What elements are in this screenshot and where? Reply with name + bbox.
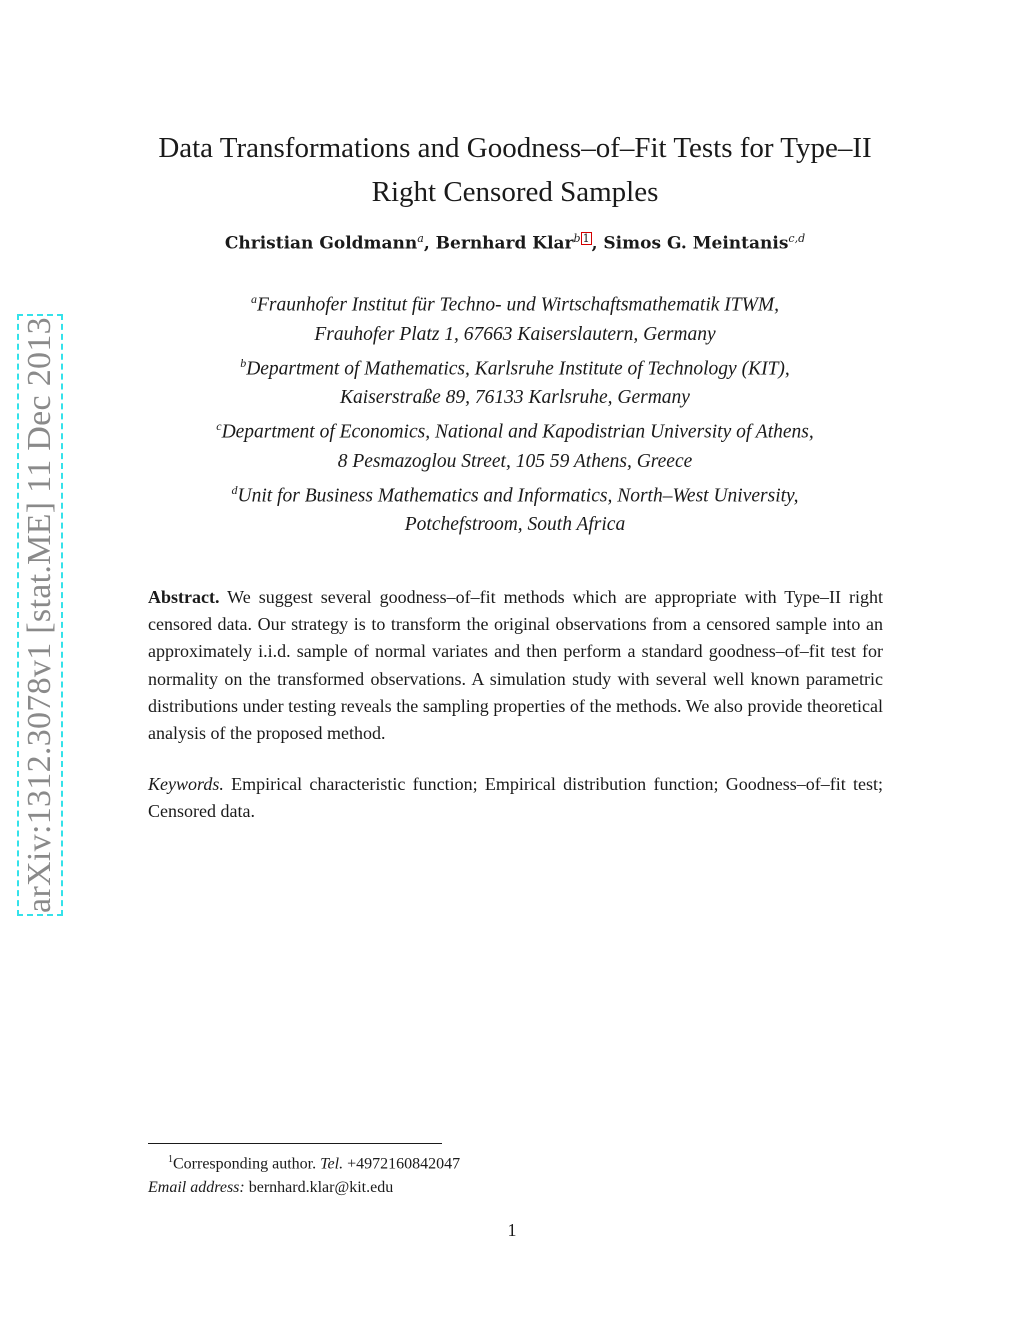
- affiliation: [150, 349, 880, 413]
- affiliation-line: Department of Economics, National and Kapodistrian University of Athens,: [221, 421, 814, 443]
- arxiv-id: arXiv:1312.3078v1 [stat.ME] 11 Dec 2013: [21, 317, 58, 913]
- author-list: Christian Goldmann$^a$, Bernhard Klar$^{b 1}$ , Simos G. Meintanis$^{c,d}$: [224, 232, 806, 254]
- email-address[interactable]: bernhard.klar@kit.edu: [248, 1179, 394, 1197]
- paper-title: [150, 126, 880, 214]
- arxiv-stamp[interactable]: [17, 314, 63, 916]
- author-affiliation-mark: b: [573, 232, 581, 245]
- footnote-link[interactable]: 1: [582, 232, 590, 245]
- author-name: Christian Goldmann: [224, 233, 418, 254]
- affiliation: [150, 476, 880, 540]
- keywords-label: Keywords.: [148, 774, 224, 794]
- affiliation-list: [150, 285, 880, 539]
- tel-label: Tel.: [320, 1155, 344, 1173]
- affiliation-mark: a: [251, 292, 258, 306]
- page-number: 1: [507, 1220, 517, 1240]
- abstract: [148, 584, 883, 747]
- abstract-label: Abstract.: [148, 587, 220, 607]
- affiliation-line: Kaiserstraße 89, 76133 Karlsruhe, Germany: [340, 387, 690, 408]
- affiliation-line: Department of Mathematics, Karlsruhe Institute of Technology (KIT),: [246, 358, 790, 379]
- abstract-text: We suggest several goodness–of–fit methods which are appropriate with Type–II right censored data. Our strategy is to transform the original observations from a censored sample into an approximately i.i.d. sample of normal variates and then perform a standard goodness–of–fit test for normality on the transformed observations. A simulation study with several well known parametric distributions under testing reveals the sampling properties of the methods. We also provide theoretical analysis of the proposed method.: [148, 587, 883, 744]
- affiliation-line: Fraunhofer Institut für Techno- und Wirtschaftsmathematik ITWM,: [257, 294, 779, 316]
- title-line-1: Data Transformations and Goodness–of–Fit Tests for Type–II: [158, 132, 872, 164]
- title-line-2: Right Censored Samples: [371, 176, 659, 208]
- tel-number: +4972160842047: [347, 1155, 461, 1173]
- affiliation-line: 8 Pesmazoglou Street, 105 59 Athens, Greece: [337, 450, 693, 472]
- affiliation-mark: c: [216, 419, 222, 433]
- affiliation: [150, 285, 880, 349]
- keywords: [148, 771, 883, 825]
- affiliation-line: Frauhofer Platz 1, 67663 Kaiserslautern, Germany: [314, 323, 716, 345]
- footnote-text: Corresponding author.: [173, 1155, 317, 1173]
- affiliation-mark: d: [231, 482, 238, 497]
- author-affiliation-mark: a: [417, 232, 424, 245]
- affiliation-line: Unit for Business Mathematics and Informatics, North–West University,: [237, 485, 799, 506]
- footnote-line: [148, 1148, 848, 1176]
- affiliation-mark: b: [240, 355, 247, 370]
- affiliation: [150, 412, 880, 476]
- author-affiliation-mark: c,d: [788, 232, 806, 245]
- affiliation-line: Potchefstroom, South Africa: [404, 514, 626, 535]
- footnote-line: [148, 1176, 848, 1200]
- footnote: [148, 1148, 848, 1200]
- email-label: Email address:: [148, 1179, 245, 1197]
- author-name: Bernhard Klar: [435, 233, 574, 254]
- footnote-divider: [148, 1143, 442, 1144]
- keywords-text: Empirical characteristic function; Empirical distribution function; Goodness–of–fit test; Censored data.: [148, 774, 884, 822]
- footnote-mark: 1: [168, 1154, 173, 1165]
- author-name: Simos G. Meintanis: [603, 233, 789, 254]
